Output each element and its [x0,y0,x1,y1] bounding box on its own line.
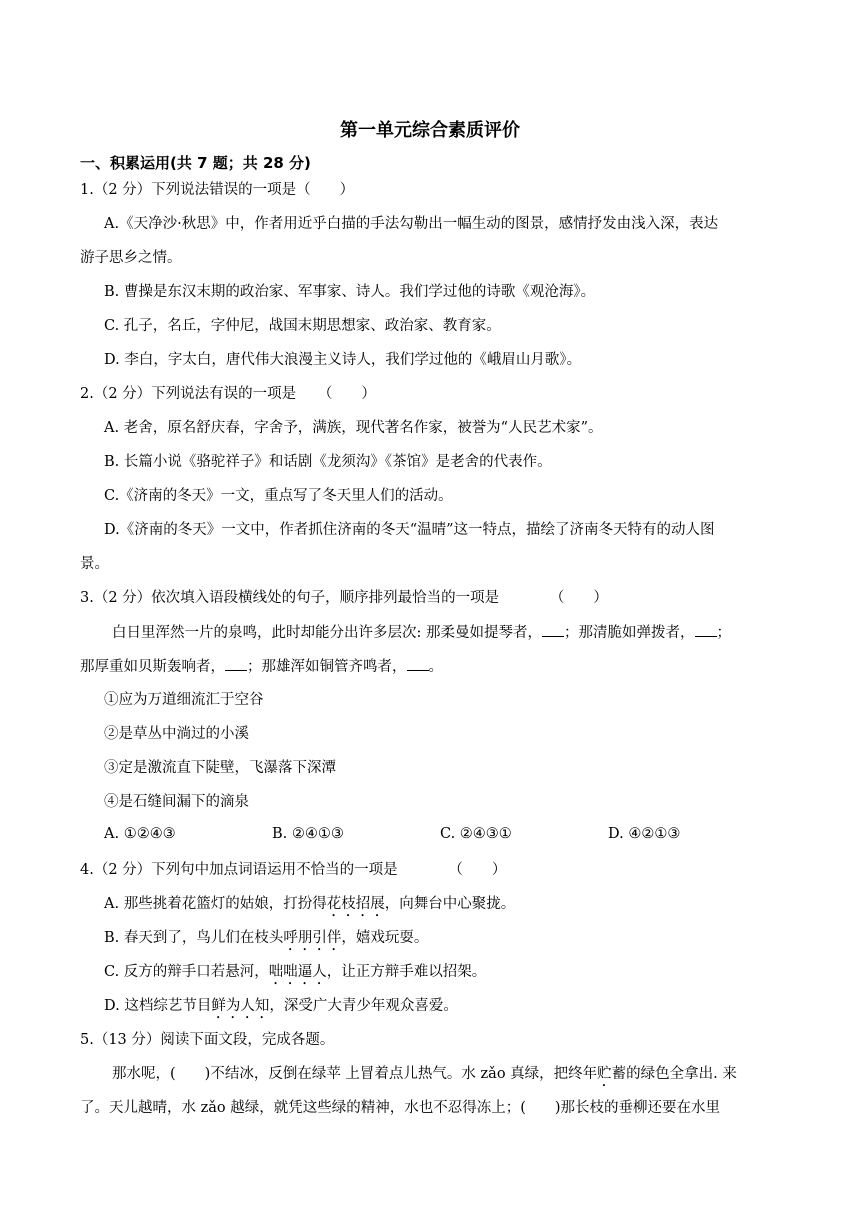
q3-passage-text: 白日里浑然一片的泉鸣，此时却能分出许多层次: 那柔曼如提琴者， [112,625,542,641]
q4-c-dotted-word: 咄咄逼人 [268,964,327,980]
question-2-stem: 2.（2 分）下列说法有误的一项是 （ ） [80,386,376,402]
q3-passage-text: ；那雄浑如铜管齐鸣者， [247,659,407,675]
q4-c-text: ，让正方辩手难以招架。 [326,964,487,980]
q5-passage-line-2: 了。天儿越晴，水 zǎo 越绿，就凭这些绿的精神，水也不忍得冻上；( )那长枝的垂柳还要在水里 [80,1100,721,1116]
fill-blank[interactable] [225,656,247,671]
fill-blank[interactable] [695,622,717,637]
fill-blank[interactable] [407,656,429,671]
q3-item-3: ③定是激流直下陡壁，飞瀑落下深潭 [104,760,336,776]
q3-answer-c[interactable]: C. ②④③① [440,826,512,842]
q4-b-text: B. 春天到了，鸟儿们在枝头 [104,930,284,946]
q1-option-c: C. 孔子，名丘，字仲尼，战国末期思想家、政治家、教育家。 [104,318,501,334]
q2-option-c: C.《济南的冬天》一文，重点写了冬天里人们的活动。 [104,488,453,504]
q4-c-text: C. 反方的辩手口若悬河， [104,964,269,980]
q3-passage-line-1 [112,622,812,643]
q4-a-text: A. 那些挑着花篮灯的姑娘，打扮得 [104,896,327,912]
page-title: 第一单元综合素质评价 [340,120,520,141]
q3-passage-text: ；那清脆如弹拨者， [564,625,695,641]
q3-passage-text: ； [716,625,731,641]
q4-d-dotted-word: 鲜为人知 [211,998,270,1014]
q3-passage-text: 。 [428,659,443,675]
q4-a-dotted-word: 花枝招展 [326,896,385,912]
section-heading: 一、积累运用(共 7 题；共 28 分) [80,154,311,172]
q1-option-a: A.《天净沙·秋思》中，作者用近乎白描的手法勾勒出一幅生动的图景，感情抒发由浅入深，表达 [104,216,719,232]
q5-passage-line-1 [112,1064,812,1090]
question-4-stem: 4.（2 分）下列句中加点词语运用不恰当的一项是 （ ） [80,862,507,878]
q3-item-1: ①应为万道细流汇于空谷 [104,692,264,708]
q3-passage-line-2 [80,656,780,677]
q4-d-text: ，深受广大青少年观众喜爱。 [269,998,458,1014]
q2-option-a: A. 老舍，原名舒庆春，字舍予，满族，现代著名作家，被誉为“人民艺术家”。 [104,420,603,436]
q5-passage-text: 那水呢，( )不结冰，反倒在绿苹 上冒着点儿热气。水 zǎo 真绿，把终年 [112,1066,598,1082]
q4-option-c [104,962,804,988]
q4-d-text: D. 这档综艺节目 [104,998,212,1014]
question-3-stem: 3.（2 分）依次填入语段横线处的句子，顺序排列最恰当的一项是 （ ） [80,590,608,606]
q4-option-d [104,996,804,1022]
q1-option-b: B. 曹操是东汉末期的政治家、军事家、诗人。我们学过他的诗歌《观沧海》。 [104,284,596,300]
q2-option-d: D.《济南的冬天》一文中，作者抓住济南的冬天“温晴”这一特点，描绘了济南冬天特有的动人图 [104,522,715,538]
q3-answer-options [104,826,764,842]
q3-passage-text: 那厚重如贝斯轰响者， [80,659,225,675]
question-5-stem: 5.（13 分）阅读下面文段，完成各题。 [80,1032,335,1048]
q3-answer-b[interactable]: B. ②④①③ [272,826,344,842]
q5-passage-text: 蓄的绿色全拿出. 来 [611,1066,737,1082]
q2-option-d-cont: 景。 [80,556,109,572]
q2-option-b: B. 长篇小说《骆驼祥子》和话剧《龙须沟》《茶馆》是老舍的代表作。 [104,454,552,470]
q4-b-text: ，嬉戏玩耍。 [341,930,429,946]
q3-answer-d[interactable]: D. ④②①③ [608,826,681,842]
q4-b-dotted-word: 呼朋引伴 [283,930,342,946]
q1-option-a-cont: 游子思乡之情。 [80,250,182,266]
q4-option-a [104,894,804,920]
fill-blank[interactable] [542,622,564,637]
q3-answer-a[interactable]: A. ①②④③ [104,826,176,842]
q3-item-2: ②是草丛中淌过的小溪 [104,726,249,742]
q1-option-d: D. 李白，字太白，唐代伟大浪漫主义诗人，我们学过他的《峨眉山月歌》。 [104,352,582,368]
q3-item-4: ④是石缝间漏下的滴泉 [104,794,249,810]
question-1-stem: 1.（2 分）下列说法错误的一项是（ ） [80,182,355,198]
q4-a-text: ，向舞台中心聚拢。 [384,896,516,912]
q4-option-b [104,928,804,954]
q5-dotted-char: 贮 [597,1066,612,1082]
